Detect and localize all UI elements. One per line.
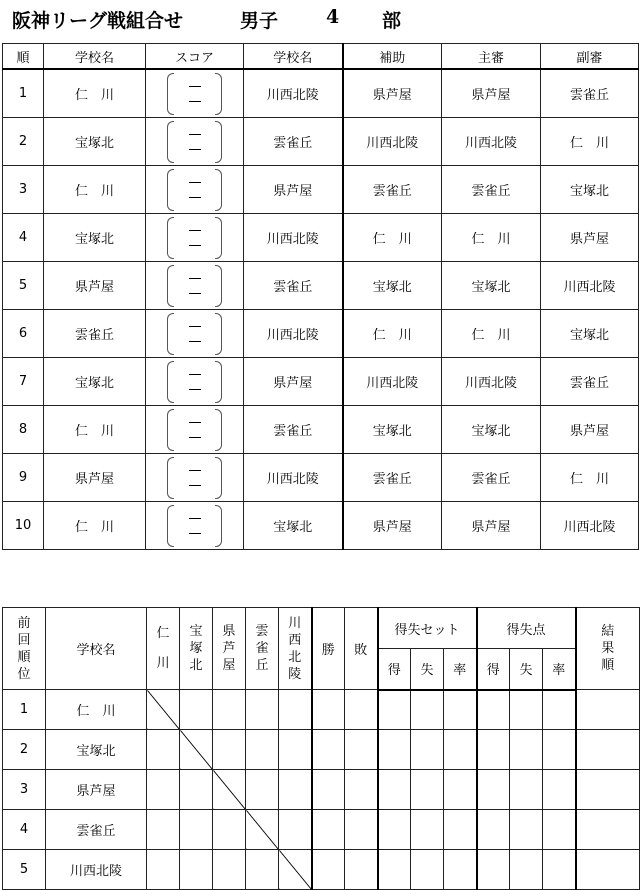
match-order: 8	[3, 406, 44, 454]
standings-header-row-1	[3, 608, 640, 649]
set-gain-cell	[378, 810, 411, 850]
result-cell	[246, 770, 279, 810]
score-dash-bottom	[189, 197, 201, 198]
match-team-a: 宝塚北	[44, 118, 146, 166]
match-sub-referee: 川西北陵	[541, 502, 639, 550]
match-chief-referee: 仁 川	[442, 310, 541, 358]
set-gain-cell	[378, 690, 411, 730]
standings-prev-rank: 2	[3, 730, 46, 770]
right-bracket	[215, 217, 222, 259]
result-cell	[279, 690, 312, 730]
match-team-a: 仁 川	[44, 502, 146, 550]
score-dash-bottom	[189, 293, 201, 294]
loss-cell	[345, 690, 378, 730]
match-assistant: 川西北陵	[343, 358, 442, 406]
diagonal-cell	[246, 810, 279, 850]
header-school-a: 学校名	[44, 44, 146, 70]
standings-prev-rank: 1	[3, 690, 46, 730]
loss-cell	[345, 850, 378, 890]
point-gain-cell	[477, 850, 510, 890]
left-bracket	[167, 313, 174, 355]
header-opp-3: 県 芦 屋	[213, 608, 246, 690]
score-dash-bottom	[189, 389, 201, 390]
match-row	[3, 69, 639, 118]
score-dash-top	[189, 278, 201, 279]
header-opp-2: 宝 塚 北	[180, 608, 213, 690]
result-cell	[147, 770, 180, 810]
header-point-diff: 得失点	[477, 608, 576, 649]
match-assistant: 雲雀丘	[343, 454, 442, 502]
match-team-a: 宝塚北	[44, 214, 146, 262]
header-set-lose: 失	[411, 649, 444, 690]
match-row	[3, 214, 639, 262]
division-label: 部	[382, 10, 402, 32]
match-assistant: 県芦屋	[343, 69, 442, 118]
score-dash-top	[189, 326, 201, 327]
score-dash-top	[189, 134, 201, 135]
loss-cell	[345, 810, 378, 850]
match-chief-referee: 川西北陵	[442, 118, 541, 166]
result-cell	[246, 850, 279, 890]
standings-row	[3, 850, 640, 890]
point-rate-cell	[543, 770, 576, 810]
match-sub-referee: 宝塚北	[541, 310, 639, 358]
result-cell	[147, 730, 180, 770]
header-school-b: 学校名	[244, 44, 343, 70]
set-lose-cell	[411, 770, 444, 810]
match-header-row	[3, 44, 639, 70]
header-sub-referee: 副審	[541, 44, 639, 70]
point-lose-cell	[510, 730, 543, 770]
standings-school: 県芦屋	[46, 770, 147, 810]
match-chief-referee: 川西北陵	[442, 358, 541, 406]
final-rank-cell	[576, 770, 640, 810]
match-order: 5	[3, 262, 44, 310]
header-loss: 敗	[345, 608, 378, 690]
score-dash-bottom	[189, 101, 201, 102]
result-cell	[180, 810, 213, 850]
final-rank-cell	[576, 850, 640, 890]
match-assistant: 県芦屋	[343, 502, 442, 550]
match-sub-referee: 雲雀丘	[541, 358, 639, 406]
score-cell	[146, 262, 244, 310]
result-cell	[180, 850, 213, 890]
match-team-b: 県芦屋	[244, 358, 343, 406]
result-cell	[213, 810, 246, 850]
header-school: 学校名	[46, 608, 147, 690]
match-row	[3, 358, 639, 406]
score-dash-top	[189, 182, 201, 183]
match-row	[3, 166, 639, 214]
match-team-b: 川西北陵	[244, 310, 343, 358]
match-assistant: 川西北陵	[343, 118, 442, 166]
score-cell	[146, 454, 244, 502]
win-cell	[312, 810, 345, 850]
result-cell	[213, 730, 246, 770]
match-team-a: 県芦屋	[44, 454, 146, 502]
right-bracket	[215, 409, 222, 451]
left-bracket	[167, 457, 174, 499]
result-cell	[147, 850, 180, 890]
standings-row	[3, 810, 640, 850]
set-lose-cell	[411, 850, 444, 890]
set-lose-cell	[411, 730, 444, 770]
match-team-a: 仁 川	[44, 166, 146, 214]
match-order: 10	[3, 502, 44, 550]
result-cell	[279, 770, 312, 810]
left-bracket	[167, 361, 174, 403]
left-bracket	[167, 169, 174, 211]
left-bracket	[167, 217, 174, 259]
match-row	[3, 310, 639, 358]
set-lose-cell	[411, 690, 444, 730]
right-bracket	[215, 313, 222, 355]
match-sub-referee: 仁 川	[541, 454, 639, 502]
point-rate-cell	[543, 810, 576, 850]
result-cell	[180, 690, 213, 730]
set-lose-cell	[411, 810, 444, 850]
standings-prev-rank: 3	[3, 770, 46, 810]
left-bracket	[167, 265, 174, 307]
standings-row	[3, 690, 640, 730]
match-sub-referee: 県芦屋	[541, 214, 639, 262]
header-opp-5: 川 西 北 陵	[279, 608, 312, 690]
set-rate-cell	[444, 730, 477, 770]
match-row	[3, 118, 639, 166]
result-cell	[279, 730, 312, 770]
header-set-rate: 率	[444, 649, 477, 690]
match-schedule-table	[2, 43, 639, 550]
final-rank-cell	[576, 810, 640, 850]
match-assistant: 雲雀丘	[343, 166, 442, 214]
point-gain-cell	[477, 810, 510, 850]
result-cell	[279, 810, 312, 850]
header-prev-rank: 前 回 順 位	[3, 608, 46, 690]
point-gain-cell	[477, 730, 510, 770]
match-team-b: 雲雀丘	[244, 406, 343, 454]
point-lose-cell	[510, 850, 543, 890]
score-cell	[146, 502, 244, 550]
standings-school: 雲雀丘	[46, 810, 147, 850]
match-assistant: 仁 川	[343, 310, 442, 358]
set-rate-cell	[444, 850, 477, 890]
point-rate-cell	[543, 690, 576, 730]
point-rate-cell	[543, 730, 576, 770]
match-assistant: 仁 川	[343, 214, 442, 262]
set-rate-cell	[444, 770, 477, 810]
point-lose-cell	[510, 810, 543, 850]
match-sub-referee: 川西北陵	[541, 262, 639, 310]
point-lose-cell	[510, 690, 543, 730]
match-row	[3, 262, 639, 310]
match-chief-referee: 仁 川	[442, 214, 541, 262]
match-order: 3	[3, 166, 44, 214]
score-dash-top	[189, 374, 201, 375]
standings-prev-rank: 4	[3, 810, 46, 850]
set-gain-cell	[378, 850, 411, 890]
header-score: スコア	[146, 44, 244, 70]
right-bracket	[215, 361, 222, 403]
match-team-a: 雲雀丘	[44, 310, 146, 358]
match-order: 9	[3, 454, 44, 502]
match-chief-referee: 県芦屋	[442, 69, 541, 118]
match-team-b: 雲雀丘	[244, 118, 343, 166]
header-set-diff: 得失セット	[378, 608, 477, 649]
score-cell	[146, 69, 244, 118]
right-bracket	[215, 457, 222, 499]
score-cell	[146, 214, 244, 262]
header-set-gain: 得	[378, 649, 411, 690]
right-bracket	[215, 265, 222, 307]
result-cell	[213, 850, 246, 890]
score-dash-top	[189, 470, 201, 471]
right-bracket	[215, 121, 222, 163]
match-order: 6	[3, 310, 44, 358]
page-header	[10, 2, 630, 36]
header-chief-referee: 主審	[442, 44, 541, 70]
match-order: 4	[3, 214, 44, 262]
loss-cell	[345, 770, 378, 810]
result-cell	[246, 690, 279, 730]
match-sub-referee: 県芦屋	[541, 406, 639, 454]
match-row	[3, 454, 639, 502]
result-cell	[147, 810, 180, 850]
left-bracket	[167, 409, 174, 451]
set-rate-cell	[444, 690, 477, 730]
standings-row	[3, 730, 640, 770]
match-sub-referee: 仁 川	[541, 118, 639, 166]
gender-label: 男子	[240, 10, 279, 32]
left-bracket	[167, 73, 174, 115]
point-gain-cell	[477, 770, 510, 810]
standings-prev-rank: 5	[3, 850, 46, 890]
point-rate-cell	[543, 850, 576, 890]
match-team-a: 県芦屋	[44, 262, 146, 310]
match-team-a: 仁 川	[44, 69, 146, 118]
match-sub-referee: 宝塚北	[541, 166, 639, 214]
header-point-gain: 得	[477, 649, 510, 690]
point-lose-cell	[510, 770, 543, 810]
diagonal-cell	[180, 730, 213, 770]
set-rate-cell	[444, 810, 477, 850]
point-gain-cell	[477, 690, 510, 730]
match-team-b: 川西北陵	[244, 454, 343, 502]
header-opp-1: 仁 川	[147, 608, 180, 690]
diagonal-cell	[147, 690, 180, 730]
score-cell	[146, 406, 244, 454]
score-dash-bottom	[189, 533, 201, 534]
result-cell	[180, 770, 213, 810]
match-sub-referee: 雲雀丘	[541, 69, 639, 118]
score-cell	[146, 310, 244, 358]
set-gain-cell	[378, 730, 411, 770]
loss-cell	[345, 730, 378, 770]
match-team-b: 宝塚北	[244, 502, 343, 550]
match-team-b: 川西北陵	[244, 214, 343, 262]
match-team-b: 県芦屋	[244, 166, 343, 214]
diagonal-cell	[213, 770, 246, 810]
match-team-a: 仁 川	[44, 406, 146, 454]
match-order: 2	[3, 118, 44, 166]
match-order: 7	[3, 358, 44, 406]
header-result-rank: 結 果 順	[576, 608, 640, 690]
match-assistant: 宝塚北	[343, 262, 442, 310]
division-number: 4	[326, 6, 340, 28]
score-dash-bottom	[189, 149, 201, 150]
result-cell	[213, 690, 246, 730]
header-opp-4: 雲 雀 丘	[246, 608, 279, 690]
score-dash-bottom	[189, 341, 201, 342]
header-win: 勝	[312, 608, 345, 690]
header-point-rate: 率	[543, 649, 576, 690]
standings-table	[2, 607, 640, 890]
header-assistant: 補助	[343, 44, 442, 70]
score-dash-top	[189, 422, 201, 423]
match-chief-referee: 宝塚北	[442, 262, 541, 310]
right-bracket	[215, 505, 222, 547]
final-rank-cell	[576, 690, 640, 730]
match-team-a: 宝塚北	[44, 358, 146, 406]
left-bracket	[167, 505, 174, 547]
score-dash-top	[189, 518, 201, 519]
match-chief-referee: 宝塚北	[442, 406, 541, 454]
score-cell	[146, 358, 244, 406]
final-rank-cell	[576, 730, 640, 770]
score-cell	[146, 166, 244, 214]
standings-row	[3, 770, 640, 810]
standings-school: 川西北陵	[46, 850, 147, 890]
match-team-b: 川西北陵	[244, 69, 343, 118]
win-cell	[312, 690, 345, 730]
score-cell	[146, 118, 244, 166]
result-cell	[246, 730, 279, 770]
score-dash-bottom	[189, 245, 201, 246]
right-bracket	[215, 73, 222, 115]
match-row	[3, 502, 639, 550]
score-dash-bottom	[189, 485, 201, 486]
match-chief-referee: 県芦屋	[442, 502, 541, 550]
match-team-b: 雲雀丘	[244, 262, 343, 310]
match-chief-referee: 雲雀丘	[442, 454, 541, 502]
match-row	[3, 406, 639, 454]
page-title: 阪神リーグ戦組合せ	[12, 10, 184, 32]
match-assistant: 宝塚北	[343, 406, 442, 454]
standings-school: 仁 川	[46, 690, 147, 730]
score-dash-top	[189, 86, 201, 87]
score-dash-top	[189, 230, 201, 231]
win-cell	[312, 770, 345, 810]
standings-school: 宝塚北	[46, 730, 147, 770]
right-bracket	[215, 169, 222, 211]
match-chief-referee: 雲雀丘	[442, 166, 541, 214]
diagonal-cell	[279, 850, 312, 890]
win-cell	[312, 850, 345, 890]
score-dash-bottom	[189, 437, 201, 438]
header-point-lose: 失	[510, 649, 543, 690]
win-cell	[312, 730, 345, 770]
header-order: 順	[3, 44, 44, 70]
left-bracket	[167, 121, 174, 163]
match-order: 1	[3, 69, 44, 118]
set-gain-cell	[378, 770, 411, 810]
